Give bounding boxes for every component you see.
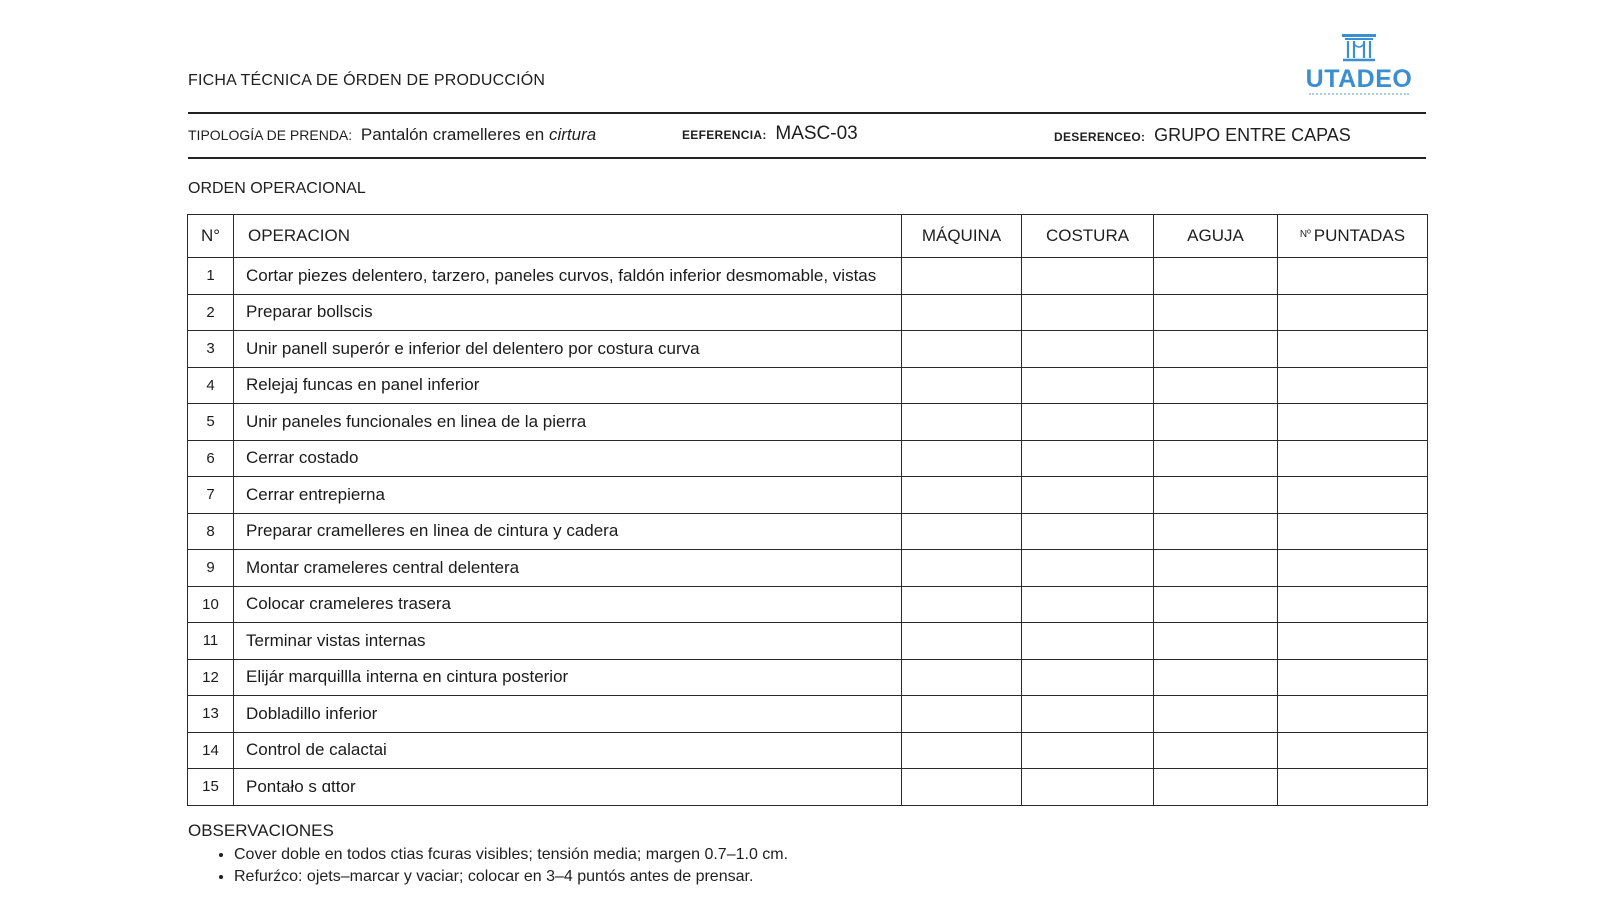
maquina-cell[interactable] <box>902 550 1022 587</box>
operacion-cell: Dobladillo inferior <box>234 696 902 733</box>
table-row <box>188 732 1428 769</box>
aguja-cell[interactable] <box>1154 331 1278 368</box>
costura-cell[interactable] <box>1022 623 1154 660</box>
operacion-cell: Montar crameleres central delentera <box>234 550 902 587</box>
aguja-cell[interactable] <box>1154 696 1278 733</box>
header-puntadas-sup: Nº <box>1299 229 1311 240</box>
desarrollo-field <box>1054 125 1351 146</box>
puntadas-cell[interactable] <box>1278 732 1428 769</box>
costura-cell[interactable] <box>1022 769 1154 806</box>
operacion-cell: Cerrar costado <box>234 440 902 477</box>
costura-cell[interactable] <box>1022 586 1154 623</box>
observaciones-title: OBSERVACIONES <box>188 821 334 840</box>
table-row <box>188 586 1428 623</box>
operacion-cell: Pontało ѕ ɑttor <box>234 769 902 806</box>
maquina-cell[interactable] <box>902 732 1022 769</box>
table-row <box>188 623 1428 660</box>
puntadas-cell[interactable] <box>1278 404 1428 441</box>
tipologia-value: Pantalón cramelleres en <box>360 125 545 144</box>
header-rule-bottom <box>188 157 1426 159</box>
puntadas-cell[interactable] <box>1278 513 1428 550</box>
header-puntadas-label: PUNTADAS <box>1313 226 1406 245</box>
referencia-label: EEFERENCIA: <box>682 128 767 142</box>
document-title: FICHA TÉCNICA DE ÓRDEN DE PRODUCCIÓN <box>188 72 546 89</box>
header-rule-top <box>188 112 1426 114</box>
costura-cell[interactable] <box>1022 331 1154 368</box>
row-number-cell: 11 <box>188 623 234 660</box>
logo-wordmark: UTADEO <box>1305 65 1413 93</box>
desarrollo-value: GRUPO ENTRE CAPAS <box>1154 125 1351 145</box>
row-number-cell: 13 <box>188 696 234 733</box>
header-aguja: AGUJA <box>1154 215 1278 258</box>
logo-tagline <box>1309 93 1409 98</box>
maquina-cell[interactable] <box>902 696 1022 733</box>
maquina-cell[interactable] <box>902 586 1022 623</box>
referencia-field <box>682 123 858 145</box>
aguja-cell[interactable] <box>1154 367 1278 404</box>
maquina-cell[interactable] <box>902 513 1022 550</box>
observacion-item: • Refurźco: ojets–marcar y vaciar; colocar en 3–4 puntós antes de prensar. <box>234 866 788 888</box>
building-columns-icon <box>1339 30 1379 64</box>
header-operacion: OPERACION <box>234 215 902 258</box>
aguja-cell[interactable] <box>1154 550 1278 587</box>
table-row <box>188 294 1428 331</box>
aguja-cell[interactable] <box>1154 404 1278 441</box>
observacion-item: • Cover doble en todos ctias fcuras visibles; tensión media; margen 0.7–1.0 cm. <box>234 844 788 866</box>
aguja-cell[interactable] <box>1154 732 1278 769</box>
puntadas-cell[interactable] <box>1278 550 1428 587</box>
row-number-cell: 6 <box>188 440 234 477</box>
table-row <box>188 258 1428 295</box>
row-number-cell: 4 <box>188 367 234 404</box>
table-row <box>188 659 1428 696</box>
costura-cell[interactable] <box>1022 732 1154 769</box>
operations-table <box>187 214 1428 806</box>
table-row <box>188 440 1428 477</box>
maquina-cell[interactable] <box>902 623 1022 660</box>
maquina-cell[interactable] <box>902 367 1022 404</box>
operacion-cell: Preparar bollscis <box>234 294 902 331</box>
operacion-cell: Cortar piezes delentero, tarzero, paneles curvos, faldón inferior desmomable, vistas <box>234 258 902 295</box>
table-row <box>188 331 1428 368</box>
maquina-cell[interactable] <box>902 331 1022 368</box>
operacion-cell: Control de calactai <box>234 732 902 769</box>
aguja-cell[interactable] <box>1154 294 1278 331</box>
aguja-cell[interactable] <box>1154 440 1278 477</box>
costura-cell[interactable] <box>1022 696 1154 733</box>
puntadas-cell[interactable] <box>1278 258 1428 295</box>
costura-cell[interactable] <box>1022 367 1154 404</box>
utadeo-logo <box>1300 30 1418 102</box>
desarrollo-label: DESERENCEO: <box>1054 130 1146 144</box>
maquina-cell[interactable] <box>902 404 1022 441</box>
row-number-cell: 10 <box>188 586 234 623</box>
operacion-cell: Unir panell superór e inferior del delentero por costura curva <box>234 331 902 368</box>
header-maquina: MÁQUINA <box>902 215 1022 258</box>
tipologia-label: TIPOLOGÍA DE PRENDA: <box>188 127 353 143</box>
operacion-cell: Unir paneles funcionales en linea de la pierra <box>234 404 902 441</box>
table-row <box>188 367 1428 404</box>
puntadas-cell[interactable] <box>1278 440 1428 477</box>
tipologia-field <box>188 125 596 145</box>
aguja-cell[interactable] <box>1154 586 1278 623</box>
row-number-cell: 2 <box>188 294 234 331</box>
maquina-cell[interactable] <box>902 258 1022 295</box>
puntadas-cell[interactable] <box>1278 623 1428 660</box>
section-title: ORDEN OPERACIONAL <box>188 180 366 197</box>
costura-cell[interactable] <box>1022 404 1154 441</box>
aguja-cell[interactable] <box>1154 513 1278 550</box>
puntadas-cell[interactable] <box>1278 331 1428 368</box>
puntadas-cell[interactable] <box>1278 294 1428 331</box>
costura-cell[interactable] <box>1022 440 1154 477</box>
costura-cell[interactable] <box>1022 513 1154 550</box>
table-row <box>188 696 1428 733</box>
row-number-cell: 12 <box>188 659 234 696</box>
costura-cell[interactable] <box>1022 477 1154 514</box>
aguja-cell[interactable] <box>1154 258 1278 295</box>
maquina-cell[interactable] <box>902 659 1022 696</box>
row-number-cell: 9 <box>188 550 234 587</box>
maquina-cell[interactable] <box>902 769 1022 806</box>
row-number-cell: 1 <box>188 258 234 295</box>
header-puntadas <box>1278 215 1428 258</box>
table-row <box>188 513 1428 550</box>
aguja-cell[interactable] <box>1154 659 1278 696</box>
header-costura: COSTURA <box>1022 215 1154 258</box>
table-row <box>188 404 1428 441</box>
puntadas-cell[interactable] <box>1278 477 1428 514</box>
operacion-cell: Elijár marquillla interna en cintura posterior <box>234 659 902 696</box>
operacion-cell: Cerrar entrepierna <box>234 477 902 514</box>
maquina-cell[interactable] <box>902 440 1022 477</box>
referencia-value: MASC-03 <box>775 123 858 144</box>
table-row <box>188 769 1428 806</box>
row-number-cell: 8 <box>188 513 234 550</box>
puntadas-cell[interactable] <box>1278 696 1428 733</box>
puntadas-cell[interactable] <box>1278 367 1428 404</box>
operacion-cell: Terminar vistas internas <box>234 623 902 660</box>
header-num: N° <box>188 215 234 258</box>
maquina-cell[interactable] <box>902 294 1022 331</box>
table-row <box>188 550 1428 587</box>
aguja-cell[interactable] <box>1154 623 1278 660</box>
aguja-cell[interactable] <box>1154 769 1278 806</box>
aguja-cell[interactable] <box>1154 477 1278 514</box>
maquina-cell[interactable] <box>902 477 1022 514</box>
observaciones-list <box>214 844 788 888</box>
operacion-cell: Colocar crameleres trasera <box>234 586 902 623</box>
costura-cell[interactable] <box>1022 294 1154 331</box>
costura-cell[interactable] <box>1022 659 1154 696</box>
row-number-cell: 7 <box>188 477 234 514</box>
table-body <box>188 258 1428 806</box>
costura-cell[interactable] <box>1022 258 1154 295</box>
tipologia-value-italic: cirtura <box>548 125 597 144</box>
table-header-row <box>188 215 1428 258</box>
puntadas-cell[interactable] <box>1278 769 1428 806</box>
operacion-cell: Relejaj funcas en panel inferior <box>234 367 902 404</box>
puntadas-cell[interactable] <box>1278 586 1428 623</box>
operacion-cell: Preparar cramelleres en linea de cintura y cadera <box>234 513 902 550</box>
row-number-cell: 5 <box>188 404 234 441</box>
puntadas-cell[interactable] <box>1278 659 1428 696</box>
row-number-cell: 15 <box>188 769 234 806</box>
row-number-cell: 3 <box>188 331 234 368</box>
costura-cell[interactable] <box>1022 550 1154 587</box>
table-row <box>188 477 1428 514</box>
row-number-cell: 14 <box>188 732 234 769</box>
